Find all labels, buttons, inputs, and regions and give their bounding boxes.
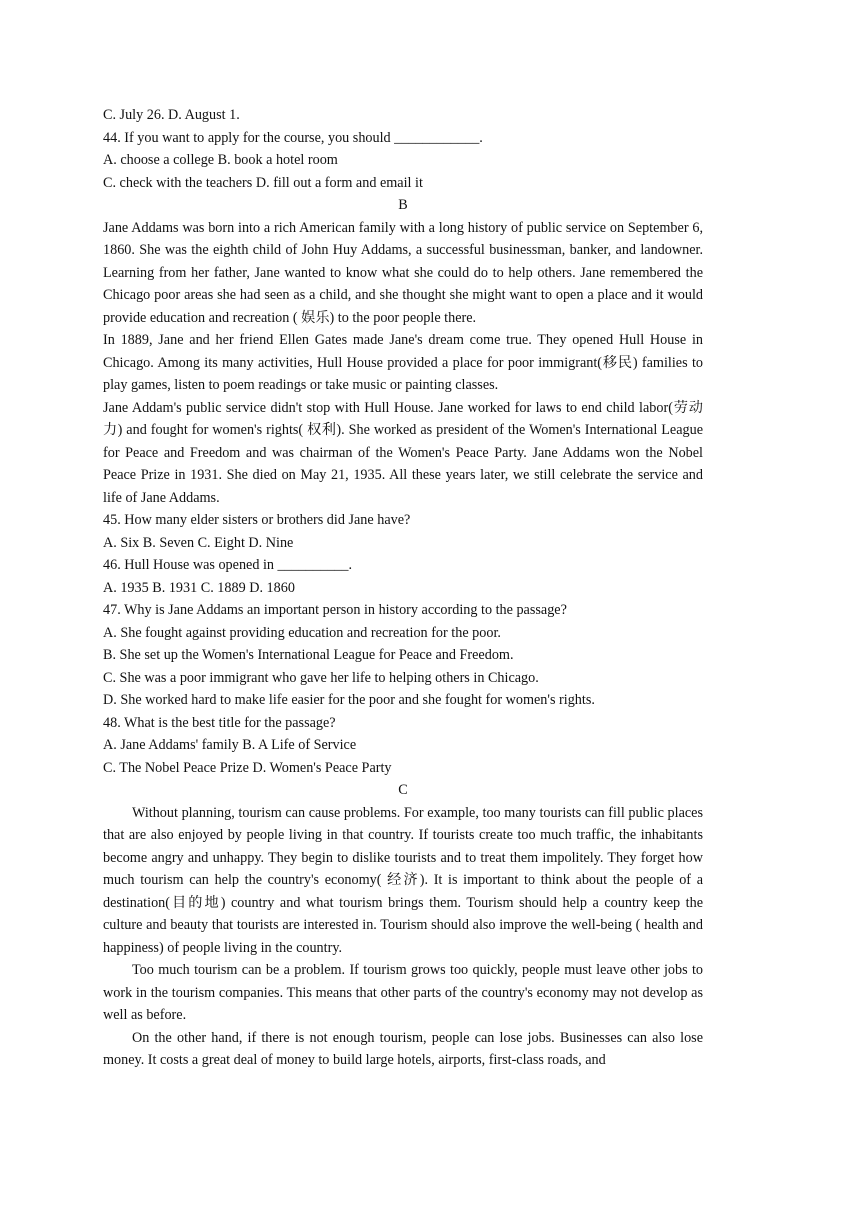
section-c-paragraph-3: On the other hand, if there is not enough tourism, people can lose jobs. Businesses can also lose money. It costs a great deal of money to build large hotels, airports, first-class roads, and [103,1029,703,1068]
q44-question: 44. If you want to apply for the course, you should ____________. [103,129,483,146]
section-c-paragraph-2: Too much tourism can be a problem. If tourism grows too quickly, people must leave other jobs to work in the tourism companies. This means that other parts of the country's economy may not develop as well as before. [103,962,703,1023]
section-c-paragraph-1: Without planning, tourism can cause problems. For example, too many tourists can fill public places that are also enjoyed by people living in that country. If tourists create too much traffic, the inhabitants become angry and unhappy. They begin to dislike tourists and to treat them impolitely. They forget how much tourism can help the country's economy( 经济). It is important to think about the people of a destination(目的地) country and what tourism brings them. Tourism should help a country keep the culture and beauty that tourists are interested in. Tourism should also improve the well-being ( health and happiness) of people living in the country. [103,804,703,956]
q47-question: 47. Why is Jane Addams an important person in history according to the passage? [103,602,567,618]
q47-option-a: A. She fought against providing education and recreation for the poor. [103,624,501,641]
q47-option-d: D. She worked hard to make life easier for the poor and she fought for women's rights. [103,692,595,708]
q44-options-ab: A. choose a college B. book a hotel room [103,152,338,168]
document-page [103,104,703,1072]
q45-question: 45. How many elder sisters or brothers did Jane have? [103,512,411,528]
q48-question: 48. What is the best title for the passage? [103,714,336,731]
q48-options-cd: C. The Nobel Peace Prize D. Women's Peace Party [103,759,392,776]
section-b-paragraph-3: Jane Addam's public service didn't stop with Hull House. Jane worked for laws to end child labor(劳动力) and fought for women's rights( 权利). She worked as president of the Women's International League for Peace and Freedom and was chairman of the Women's Peace Party. Jane Addams won the Nobel Peace Prize in 1931. She died on May 21, 1935. All these years later, we still celebrate the service and life of Jane Addams. [103,399,703,506]
q45-options: A. Six B. Seven C. Eight D. Nine [103,534,294,551]
q47-option-c: C. She was a poor immigrant who gave her life to helping others in Chicago. [103,669,539,686]
section-b-paragraph-1: Jane Addams was born into a rich American family with a long history of public service on September 6, 1860. She was the eighth child of John Huy Addams, a successful businessman, banker, and landowner. Learning from her father, Jane wanted to know what she could do to help others. Jane remembered the Chicago poor areas she had seen as a child, and she thought she might want to open a place and it would provide education and recreation ( 娱乐) to the poor people there. [103,219,703,326]
q44-options-cd: C. check with the teachers D. fill out a form and email it [103,174,423,191]
q47-option-b: B. She set up the Women's International League for Peace and Freedom. [103,647,514,663]
q48-options-ab: A. Jane Addams' family B. A Life of Service [103,737,357,753]
section-b-paragraph-2: In 1889, Jane and her friend Ellen Gates made Jane's dream come true. They opened Hull House in Chicago. Among its many activities, Hull House provided a place for poor immigrant(移民) families to play games, listen to poem readings or take music or painting classes. [103,332,703,393]
q46-options: A. 1935 B. 1931 C. 1889 D. 1860 [103,579,295,596]
section-b-heading: B [398,197,408,213]
q43-options-cd: C. July 26. D. August 1. [103,107,240,123]
q46-question: 46. Hull House was opened in __________. [103,557,353,573]
section-c-heading: C [398,782,408,798]
